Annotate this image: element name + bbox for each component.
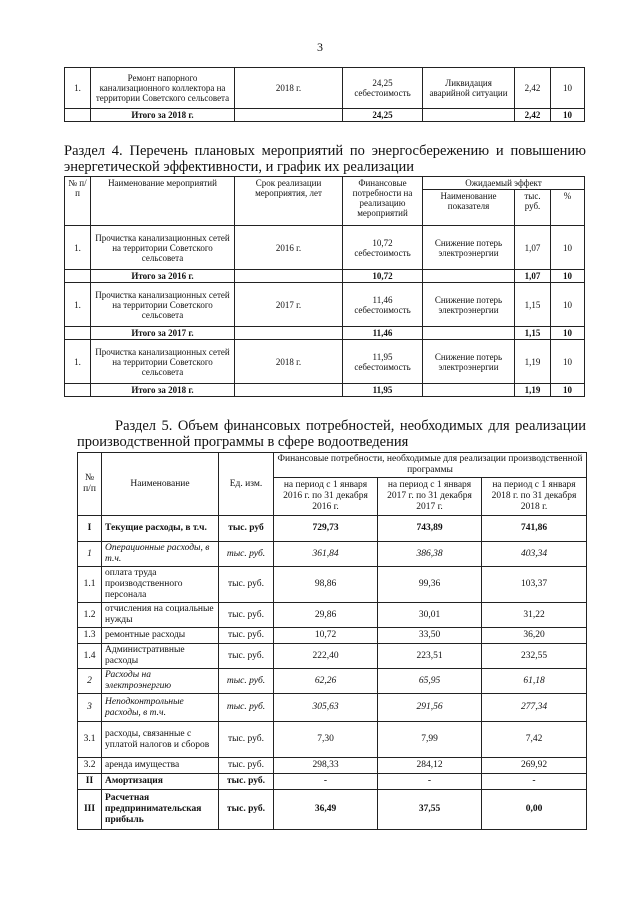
section-4-table	[64, 176, 585, 397]
value-2017: 37,55	[378, 790, 482, 830]
header-finance: Финансовые потребности, необходимые для реализации производственной программы	[274, 453, 587, 478]
header-pct: %	[551, 190, 585, 226]
value-2016: 36,49	[274, 790, 378, 830]
total-label: Итого за 2017 г.	[91, 327, 235, 340]
header-term: Срок реализации мероприятия, лет	[235, 177, 343, 226]
row-number: 1.	[65, 226, 91, 270]
row-unit: тыс. руб.	[219, 774, 274, 790]
row-unit: тыс. руб	[219, 516, 274, 542]
effect-pct: 10	[551, 226, 585, 270]
value-2016: 10,72	[274, 628, 378, 644]
total-rub: 2,42	[515, 109, 551, 122]
total-label: Итого за 2016 г.	[91, 270, 235, 283]
section-5-title: Раздел 5. Объем финансовых потребностей, необходимых для реализации производственной программы в сфере водоотведения	[77, 418, 586, 450]
value-2018: 36,20	[482, 628, 587, 644]
measure-year: 2017 г.	[235, 283, 343, 327]
row-unit: тыс. руб.	[219, 669, 274, 694]
row-unit: тыс. руб.	[219, 694, 274, 722]
measure-name: Прочистка канализационных сетей на территории Советского сельсовета	[91, 226, 235, 270]
finance-note: себестоимость	[354, 247, 411, 258]
row-number: 3.2	[78, 758, 102, 774]
table-row	[65, 68, 585, 109]
row-number: II	[78, 774, 102, 790]
row-name: оплата труда производственного персонала	[102, 567, 219, 603]
table-row	[78, 603, 587, 628]
row-name: Расходы на электроэнергию	[102, 669, 219, 694]
row-name: Амортизация	[102, 774, 219, 790]
value-2018: 232,55	[482, 644, 587, 669]
row-name: Расчетная предпринимательская прибыль	[102, 790, 219, 830]
row-unit: тыс. руб.	[219, 542, 274, 567]
section-5-table	[77, 452, 587, 830]
value-2018: 0,00	[482, 790, 587, 830]
row-name: Операционные расходы, в т.ч.	[102, 542, 219, 567]
header-rub: тыс. руб.	[515, 190, 551, 226]
row-unit: тыс. руб.	[219, 722, 274, 758]
row-unit: тыс. руб.	[219, 628, 274, 644]
effect-pct: 10	[551, 283, 585, 327]
section-5-body	[78, 516, 587, 830]
row-unit: тыс. руб.	[219, 603, 274, 628]
indicator-name: Снижение потерь электроэнергии	[423, 340, 515, 384]
header-period-2017: на период с 1 января 2017 г. по 31 декабря 2017 г.	[378, 478, 482, 516]
row-number: 1.1	[78, 567, 102, 603]
row-number: 1.	[65, 340, 91, 384]
header-finance: Финансовые потребности на реализацию мероприятий	[343, 177, 423, 226]
measure-year: 2018 г.	[235, 340, 343, 384]
finance-note: себестоимость	[354, 304, 411, 315]
finance-value: 24,25	[372, 78, 393, 88]
table-row	[65, 283, 585, 327]
measure-name: Прочистка канализационных сетей на территории Советского сельсовета	[91, 340, 235, 384]
effect-rub: 1,19	[515, 340, 551, 384]
table-row	[78, 628, 587, 644]
table-row	[78, 567, 587, 603]
page-number: 3	[317, 40, 323, 54]
value-2016: 98,86	[274, 567, 378, 603]
total-finance: 11,46	[343, 327, 423, 340]
measure-finance	[343, 226, 423, 270]
row-number: 3	[78, 694, 102, 722]
table-row	[78, 669, 587, 694]
row-unit: тыс. руб.	[219, 567, 274, 603]
value-2018: 103,37	[482, 567, 587, 603]
table-row	[78, 790, 587, 830]
value-2018: 31,22	[482, 603, 587, 628]
measure-finance	[343, 340, 423, 384]
measure-finance	[343, 283, 423, 327]
total-pct: 10	[551, 109, 585, 122]
row-name: Текущие расходы, в т.ч.	[102, 516, 219, 542]
row-number: 1.	[65, 283, 91, 327]
value-2018: 7,42	[482, 722, 587, 758]
total-row	[65, 270, 585, 283]
value-2016: 62,26	[274, 669, 378, 694]
total-pct: 10	[551, 327, 585, 340]
effect-pct: 10	[551, 68, 585, 109]
header-row	[78, 453, 587, 478]
row-number: 1	[78, 542, 102, 567]
header-unit: Ед. изм.	[219, 453, 274, 516]
header-period-2018: на период с 1 января 2018 г. по 31 декабря 2018 г.	[482, 478, 587, 516]
value-2018: 61,18	[482, 669, 587, 694]
table-row	[78, 542, 587, 567]
value-2016: 29,86	[274, 603, 378, 628]
row-number: I	[78, 516, 102, 542]
header-name: Наименование	[102, 453, 219, 516]
value-2017: 7,99	[378, 722, 482, 758]
finance-note: себестоимость	[354, 361, 411, 372]
row-number: III	[78, 790, 102, 830]
total-rub: 1,15	[515, 327, 551, 340]
row-unit: тыс. руб.	[219, 790, 274, 830]
table-row	[78, 758, 587, 774]
row-name: Неподконтрольные расходы, в т.ч.	[102, 694, 219, 722]
value-2016: 222,40	[274, 644, 378, 669]
value-2017: 99,36	[378, 567, 482, 603]
row-unit: тыс. руб.	[219, 758, 274, 774]
total-label: Итого за 2018 г.	[91, 109, 235, 122]
value-2018: 269,92	[482, 758, 587, 774]
row-number: 1.3	[78, 628, 102, 644]
value-2016: 361,84	[274, 542, 378, 567]
total-pct: 10	[551, 270, 585, 283]
finance-value: 11,46	[372, 294, 393, 305]
table-repair-2018	[64, 67, 585, 122]
value-2017: 33,50	[378, 628, 482, 644]
value-2016: 298,33	[274, 758, 378, 774]
effect-rub: 1,15	[515, 283, 551, 327]
row-name: ремонтные расходы	[102, 628, 219, 644]
value-2017: 743,89	[378, 516, 482, 542]
value-2016: 7,30	[274, 722, 378, 758]
row-unit: тыс. руб.	[219, 644, 274, 669]
table-row	[78, 644, 587, 669]
total-rub: 1,19	[515, 384, 551, 397]
total-row	[65, 384, 585, 397]
value-2018: -	[482, 774, 587, 790]
row-number: 1.4	[78, 644, 102, 669]
value-2017: 223,51	[378, 644, 482, 669]
table-row	[78, 694, 587, 722]
header-indicator: Наименование показателя	[423, 190, 515, 226]
table-row	[78, 516, 587, 542]
value-2017: 386,38	[378, 542, 482, 567]
table-row	[65, 340, 585, 384]
total-row	[65, 327, 585, 340]
indicator-name: Ликвидация аварийной ситуации	[423, 68, 515, 109]
total-pct: 10	[551, 384, 585, 397]
effect-rub: 2,42	[515, 68, 551, 109]
value-2017: 30,01	[378, 603, 482, 628]
total-finance: 11,95	[343, 384, 423, 397]
value-2016: 305,63	[274, 694, 378, 722]
row-number: 3.1	[78, 722, 102, 758]
measure-year: 2018 г.	[235, 68, 343, 109]
effect-rub: 1,07	[515, 226, 551, 270]
header-name: Наименование мероприятий	[91, 177, 235, 226]
table-row	[65, 226, 585, 270]
measure-name: Ремонт напорного канализационного коллектора на территории Советского сельсовета	[91, 68, 235, 109]
measure-finance	[343, 68, 423, 109]
row-number: 1.2	[78, 603, 102, 628]
total-rub: 1,07	[515, 270, 551, 283]
header-effect: Ожидаемый эффект	[423, 177, 585, 190]
total-finance: 24,25	[343, 109, 423, 122]
row-name: Административные расходы	[102, 644, 219, 669]
measure-year: 2016 г.	[235, 226, 343, 270]
total-label: Итого за 2018 г.	[91, 384, 235, 397]
value-2018: 741,86	[482, 516, 587, 542]
row-number: 2	[78, 669, 102, 694]
row-number: 1.	[65, 68, 91, 109]
row-name: аренда имущества	[102, 758, 219, 774]
value-2017: 65,95	[378, 669, 482, 694]
indicator-name: Снижение потерь электроэнергии	[423, 283, 515, 327]
value-2016: -	[274, 774, 378, 790]
measure-name: Прочистка канализационных сетей на территории Советского сельсовета	[91, 283, 235, 327]
header-row	[65, 177, 585, 190]
row-name: расходы, связанные с уплатой налогов и сборов	[102, 722, 219, 758]
value-2017: -	[378, 774, 482, 790]
value-2018: 403,34	[482, 542, 587, 567]
finance-value: 10,72	[372, 237, 393, 248]
value-2016: 729,73	[274, 516, 378, 542]
finance-value: 11,95	[372, 351, 393, 362]
total-row	[65, 109, 585, 122]
header-num: № п/п	[78, 453, 102, 516]
table-row	[78, 774, 587, 790]
table-row	[78, 722, 587, 758]
effect-pct: 10	[551, 340, 585, 384]
header-num: № п/п	[65, 177, 91, 226]
indicator-name: Снижение потерь электроэнергии	[423, 226, 515, 270]
row-name: отчисления на социальные нужды	[102, 603, 219, 628]
header-period-2016: на период с 1 января 2016 г. по 31 декабря 2016 г.	[274, 478, 378, 516]
value-2017: 291,56	[378, 694, 482, 722]
value-2018: 277,34	[482, 694, 587, 722]
total-finance: 10,72	[343, 270, 423, 283]
section-4-title: Раздел 4. Перечень плановых мероприятий по энергосбережению и повышению энергетической эффективности, и график их реализации	[64, 143, 586, 175]
finance-note: себестоимость	[354, 88, 411, 98]
value-2017: 284,12	[378, 758, 482, 774]
